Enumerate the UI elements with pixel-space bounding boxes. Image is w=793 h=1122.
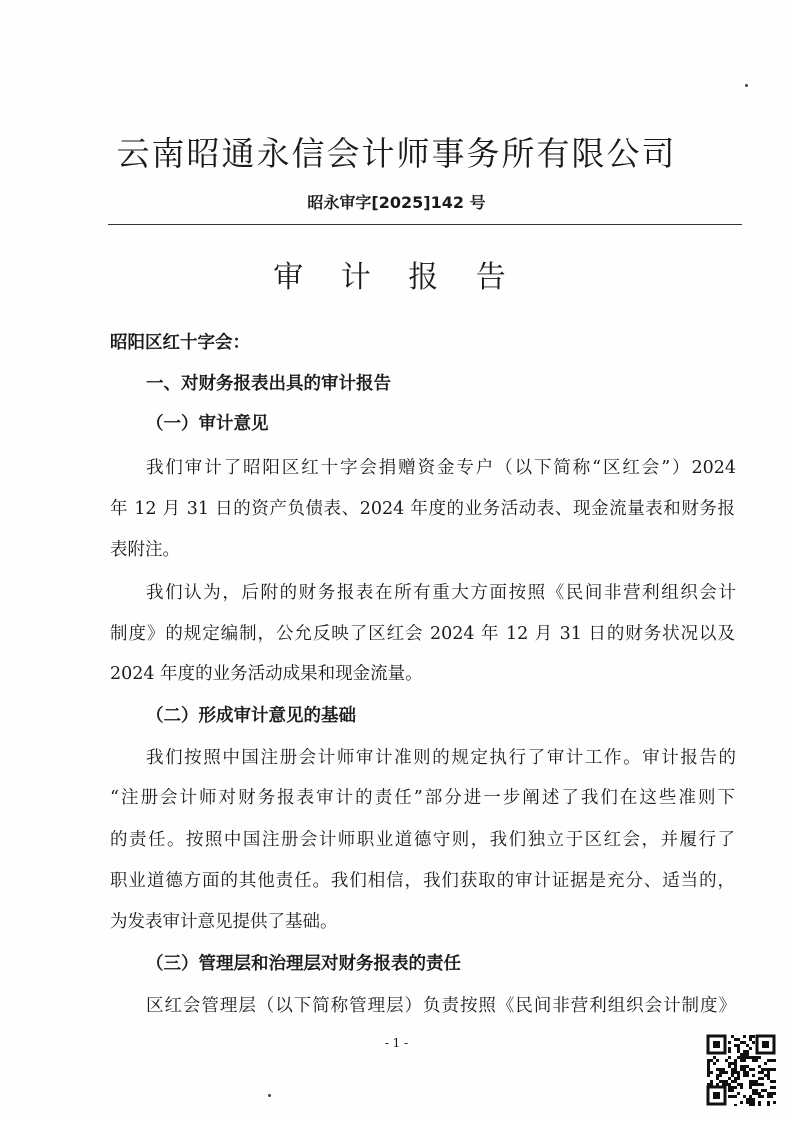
- firm-name: 云南昭通永信会计师事务所有限公司: [116, 134, 677, 173]
- subsection-heading-3: （三）管理层和治理层对财务报表的责任: [146, 954, 461, 974]
- qr-code-icon: [706, 1034, 776, 1106]
- paragraph-line: 职业道德方面的其他责任。我们相信，我们获取的审计证据是充分、适当的，: [110, 871, 735, 891]
- paragraph-line: 的责任。按照中国注册会计师职业道德守则，我们独立于区红会，并履行了: [110, 830, 735, 850]
- page-number: - 1 -: [384, 1036, 409, 1050]
- paragraph-line: 区红会管理层（以下简称管理层）负责按照《民间非营利组织会计制度》: [146, 996, 736, 1016]
- scan-speck: [268, 1094, 271, 1097]
- paragraph-line: 为发表审计意见提供了基础。: [110, 912, 338, 932]
- subsection-heading-2: （二）形成审计意见的基础: [146, 706, 356, 726]
- paragraph-line: 制度》的规定编制，公允反映了区红会 2024 年 12 月 31 日的财务状况以及: [110, 624, 735, 644]
- report-title: 审 计 报 告: [273, 260, 520, 295]
- paragraph-line: 我们审计了昭阳区红十字会捐赠资金专户（以下简称“区红会”）2024: [146, 458, 736, 478]
- document-number: 昭永审字[2025]142 号: [307, 193, 486, 212]
- header-divider: [108, 224, 742, 225]
- addressee: 昭阳区红十字会：: [110, 333, 250, 353]
- paragraph-line: 表附注。: [110, 540, 180, 560]
- paragraph-line: “注册会计师对财务报表审计的责任”部分进一步阐述了我们在这些准则下: [110, 788, 735, 808]
- scan-speck: [745, 84, 748, 87]
- paragraph-line: 2024 年度的业务活动成果和现金流量。: [110, 664, 423, 684]
- section-heading-1: 一、对财务报表出具的审计报告: [146, 374, 391, 394]
- paragraph-line: 我们按照中国注册会计师审计准则的规定执行了审计工作。审计报告的: [146, 748, 736, 768]
- subsection-heading-1: （一）审计意见: [146, 414, 269, 434]
- paragraph-line: 年 12 月 31 日的资产负债表、2024 年度的业务活动表、现金流量表和财务报: [110, 499, 735, 519]
- paragraph-line: 我们认为，后附的财务报表在所有重大方面按照《民间非营利组织会计: [146, 583, 736, 603]
